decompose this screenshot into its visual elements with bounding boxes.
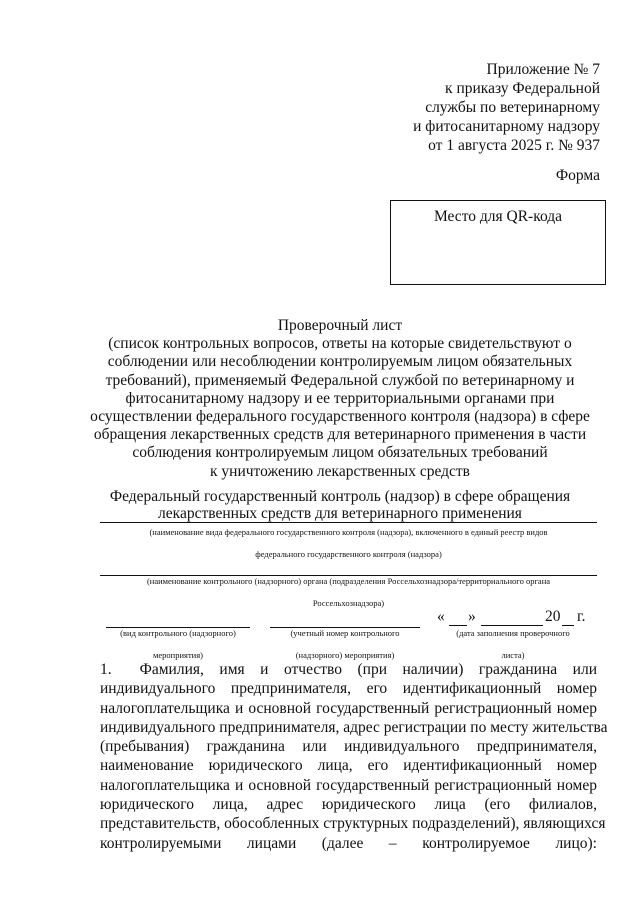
appendix-reference (280, 60, 600, 155)
item-1-line (100, 660, 597, 679)
title-line: требований), применяемый Федеральной службой по ветеринарному и (105, 371, 575, 389)
caption-line: (дата заполнения проверочного (456, 628, 570, 638)
item-1-line: индивидуального предпринимателя, его идентификационный номер (100, 680, 597, 698)
appendix-line: Приложение № 7 (486, 61, 600, 78)
date-open-quote: « (437, 608, 445, 625)
title-line: к уничтожению лекарственных средств (210, 462, 470, 480)
control-type-line: Федеральный государственный контроль (надзор) в сфере обращения (109, 488, 571, 505)
date-year-suffix: г. (577, 608, 586, 625)
title-line: Проверочный лист (277, 317, 403, 334)
caption-line: (учетный номер контрольного (290, 628, 400, 638)
title-line: осуществлении федерального государственного контроля (надзора) в сфере (90, 408, 590, 426)
caption-line: Россельхознадзора) (312, 598, 385, 608)
control-type-line: лекарственных средств для ветеринарного применения (158, 505, 522, 522)
appendix-line: службы по ветеринарному (425, 99, 600, 116)
item-1-line: налогоплательщика и основной государственный регистрационный номер (100, 776, 597, 794)
title-line: соблюдении или несоблюдении контролируемым лицом обязательных (107, 353, 573, 371)
caption-line: мероприятия) (153, 650, 203, 660)
appendix-line: и фитосанитарному надзору (413, 118, 600, 135)
caption-line: (наименование вида федерального государственного контроля (надзора), включенного в единый реестр видов (149, 527, 548, 537)
caption-line: (надзорного) мероприятия) (295, 650, 395, 660)
caption-line: федерального государственного контроля (надзора) (255, 549, 442, 559)
date-year-prefix: 20 (545, 608, 561, 625)
qr-code-placeholder (390, 200, 606, 285)
date-close-quote: » (468, 608, 476, 625)
item-1-line: наименование юридического лица, его идентификационный номер (100, 757, 597, 775)
title-line: (список контрольных вопросов, ответы на которые свидетельствуют о (108, 335, 572, 353)
item-1-line: контролируемыми лицами (далее – контролируемое лицо): (100, 834, 597, 852)
item-1-line: (пребывания) гражданина или индивидуального предпринимателя, (100, 738, 597, 756)
appendix-line: от 1 августа 2025 г. № 937 (428, 137, 600, 154)
caption-line: листа) (501, 650, 525, 660)
item-1-line: налогоплательщика и основной государственный регистрационный номер (100, 699, 597, 717)
appendix-line: к приказу Федеральной (445, 80, 600, 97)
caption-line: (наименование контрольного (надзорного) органа (подразделения Россельхознадзора/территориального органа (146, 576, 551, 586)
title-line: соблюдения контролируемым лицом обязательных требований (132, 444, 548, 462)
control-type-value (80, 488, 600, 522)
control-type-caption (100, 521, 597, 565)
item-1-line: юридического лица, адрес юридического лица (его филиалов, (100, 796, 597, 814)
title-line: обращения лекарственных средств для ветеринарного применения в части (93, 426, 587, 444)
item-1-line: представительств, обособленных структурных подразделений), являющихся (100, 815, 606, 833)
document-title (80, 317, 600, 481)
item-1-first-line-text: Фамилия, имя и отчество (при наличии) гражданина или (139, 661, 597, 678)
item-1-line: индивидуального предпринимателя, адрес регистрации по месту жительства (100, 718, 608, 736)
caption-line: (вид контрольного (надзорного) (120, 628, 236, 638)
item-1-number: 1. (100, 661, 112, 678)
form-label: Форма (555, 167, 600, 184)
title-line: фитосанитарному надзору и ее территориальными органами при (125, 389, 555, 407)
item-1-text (100, 660, 608, 853)
qr-code-placeholder-label: Место для QR-кода (433, 208, 563, 225)
